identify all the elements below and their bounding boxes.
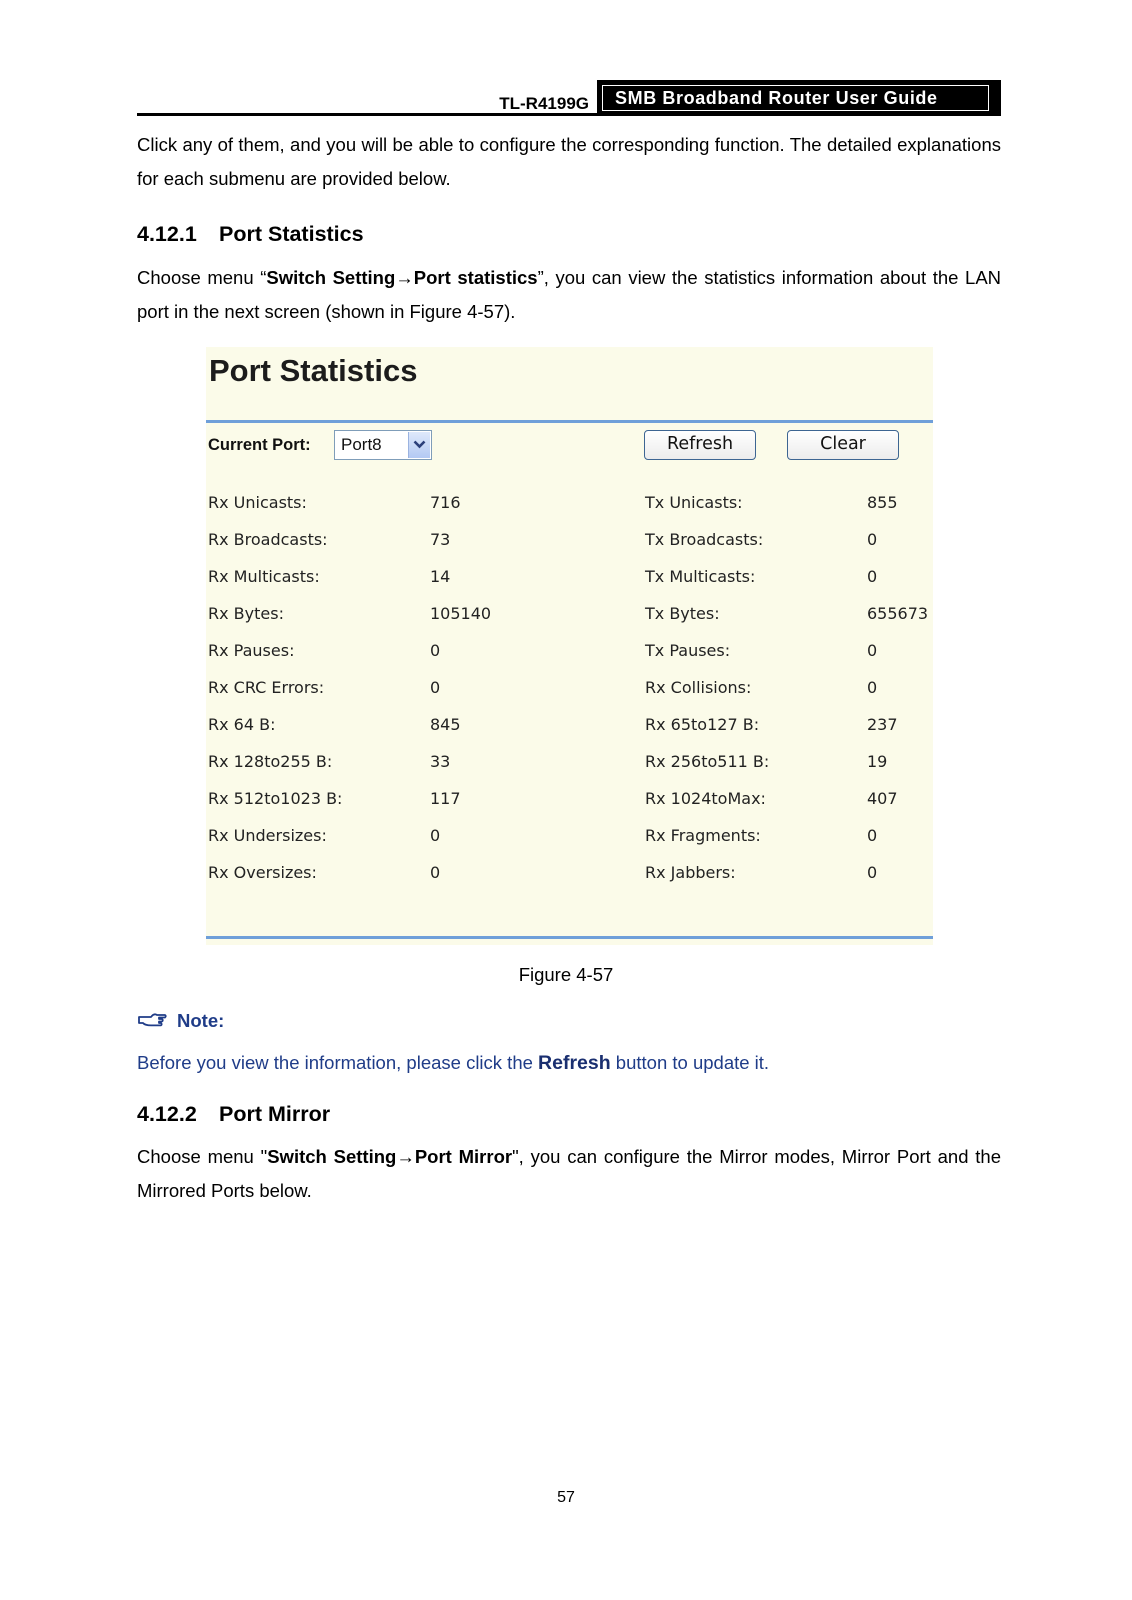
figure-title: Port Statistics — [209, 353, 418, 388]
stat-value: 73 — [430, 530, 451, 549]
stat-label: Rx Fragments: — [645, 826, 761, 845]
section-title: Port Statistics — [219, 222, 364, 246]
menu-path: Switch Setting→Port statistics — [266, 267, 538, 288]
port-statistics-paragraph — [137, 261, 1001, 329]
text-prefix: Choose menu " — [137, 1146, 268, 1167]
section-number: 4.12.2 — [137, 1102, 197, 1126]
port-mirror-paragraph — [137, 1140, 1001, 1208]
table-row — [208, 530, 933, 567]
stat-value: 0 — [867, 641, 878, 660]
note-prefix: Before you view the information, please click the — [137, 1052, 539, 1073]
stat-label: Rx Collisions: — [645, 678, 752, 697]
stat-value: 33 — [430, 752, 451, 771]
stat-value: 716 — [430, 493, 461, 512]
stat-value: 0 — [867, 567, 878, 586]
stat-value: 105140 — [430, 604, 492, 623]
clear-button[interactable]: Clear — [787, 430, 899, 460]
stat-label: Rx Undersizes: — [208, 826, 327, 845]
figure-caption: Figure 4-57 — [518, 964, 614, 985]
note-label: Note: — [177, 1010, 225, 1031]
stat-value: 0 — [867, 678, 878, 697]
stat-value: 655673 — [867, 604, 929, 623]
table-row — [208, 863, 933, 900]
stat-label: Rx Multicasts: — [208, 567, 320, 586]
header-guide-title: SMB Broadband Router User Guide — [602, 85, 989, 111]
refresh-button[interactable]: Refresh — [644, 430, 756, 460]
stat-value: 14 — [430, 567, 451, 586]
dropdown-button[interactable] — [408, 432, 430, 458]
stat-label: Rx Broadcasts: — [208, 530, 328, 549]
stat-label: Rx CRC Errors: — [208, 678, 325, 697]
stat-value: 407 — [867, 789, 898, 808]
section-heading-port-statistics — [137, 222, 364, 247]
stat-value: 0 — [430, 641, 441, 660]
header-rule — [137, 113, 1001, 116]
stat-label: Rx 64 B: — [208, 715, 276, 734]
table-row — [208, 567, 933, 604]
stat-value: 117 — [430, 789, 461, 808]
intro-paragraph: Click any of them, and you will be able to configure the corresponding function. The detailed explanations for each submenu are provided below. — [137, 134, 1001, 189]
stat-label: Rx Jabbers: — [645, 863, 736, 882]
port-statistics-figure — [206, 347, 933, 945]
stat-label: Tx Broadcasts: — [645, 530, 764, 549]
stat-value: 0 — [867, 863, 878, 882]
current-port-select[interactable] — [334, 430, 432, 460]
table-row — [208, 789, 933, 826]
stat-value: 845 — [430, 715, 461, 734]
stat-value: 0 — [430, 826, 441, 845]
stat-label: Rx 512to1023 B: — [208, 789, 343, 808]
stat-label: Rx Pauses: — [208, 641, 295, 660]
table-row — [208, 752, 933, 789]
current-port-value: Port8 — [341, 435, 382, 454]
stat-value: 0 — [867, 530, 878, 549]
note-heading — [137, 1010, 224, 1034]
section-heading-port-mirror — [137, 1102, 330, 1127]
stat-label: Rx 65to127 B: — [645, 715, 760, 734]
stat-label: Rx 256to511 B: — [645, 752, 770, 771]
text-suffix: ”, you can view the statistics information about the LAN port in the next screen (shown in Figure 4-57). — [137, 267, 1002, 322]
stat-value: 0 — [430, 863, 441, 882]
table-row — [208, 826, 933, 863]
stat-label: Rx Unicasts: — [208, 493, 307, 512]
table-row — [208, 678, 933, 715]
header-guide-box — [597, 80, 1001, 116]
stat-value: 19 — [867, 752, 888, 771]
figure-bottom-rule — [206, 936, 933, 939]
stat-value: 855 — [867, 493, 898, 512]
table-row — [208, 715, 933, 752]
table-row — [208, 604, 933, 641]
stat-label: Tx Bytes: — [645, 604, 720, 623]
statistics-table — [208, 493, 933, 900]
menu-path: Switch Setting→Port Mirror — [267, 1146, 513, 1167]
stat-label: Rx Bytes: — [208, 604, 284, 623]
stat-label: Tx Pauses: — [645, 641, 731, 660]
figure-top-rule — [206, 420, 933, 423]
note-suffix: button to update it. — [610, 1052, 770, 1073]
current-port-label: Current Port: — [208, 436, 311, 454]
text-prefix: Choose menu “ — [137, 267, 267, 288]
table-row — [208, 641, 933, 678]
chevron-down-icon — [413, 440, 426, 449]
table-row — [208, 493, 933, 530]
stat-value: 237 — [867, 715, 898, 734]
pointing-hand-icon — [137, 1011, 167, 1034]
section-number: 4.12.1 — [137, 222, 197, 246]
stat-value: 0 — [867, 826, 878, 845]
note-refresh-word: Refresh — [538, 1052, 611, 1074]
text-suffix: ", you can configure the Mirror modes, Mirror Port and the Mirrored Ports below. — [137, 1146, 1001, 1201]
stat-value: 0 — [430, 678, 441, 697]
stat-label: Tx Unicasts: — [645, 493, 743, 512]
stat-label: Rx 1024toMax: — [645, 789, 766, 808]
note-text — [137, 1052, 769, 1075]
page-header — [137, 80, 1001, 116]
section-title: Port Mirror — [219, 1102, 331, 1126]
stat-label: Rx 128to255 B: — [208, 752, 333, 771]
stat-label: Tx Multicasts: — [645, 567, 756, 586]
page-number: 57 — [557, 1489, 575, 1506]
stat-label: Rx Oversizes: — [208, 863, 317, 882]
header-model: TL-R4199G — [499, 94, 589, 113]
